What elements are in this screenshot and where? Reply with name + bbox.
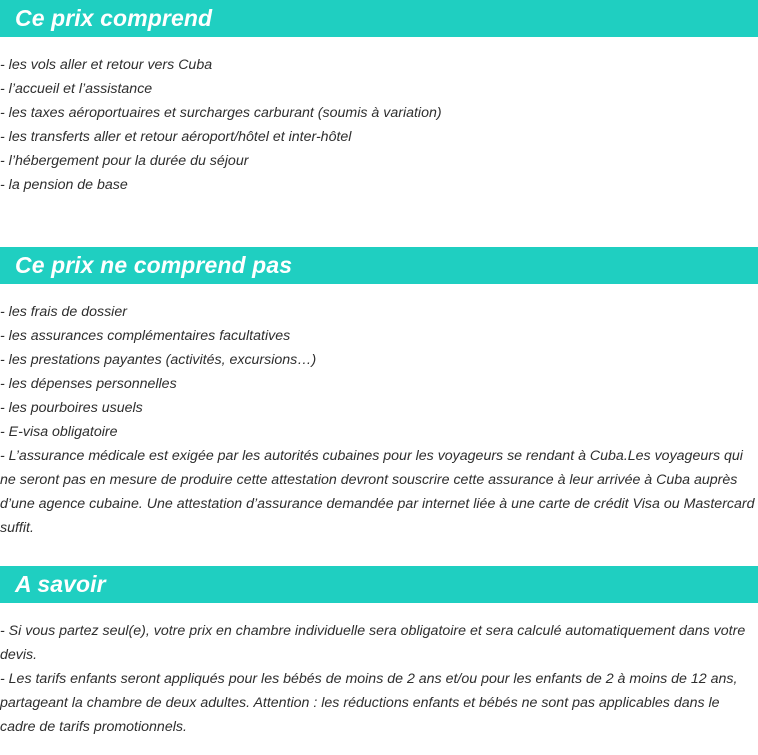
section-header-price-excludes (0, 247, 758, 284)
list-item: - E-visa obligatoire (0, 424, 118, 440)
list-item: - les dépenses personnelles (0, 376, 177, 392)
included-list (0, 37, 758, 197)
section-title: Ce prix ne comprend pas (15, 252, 293, 278)
list-item: - les pourboires usuels (0, 400, 143, 416)
section-header-price-includes (0, 0, 758, 37)
section-price-includes (0, 0, 758, 197)
section-good-to-know (0, 566, 758, 739)
list-item: - les transferts aller et retour aéroport/hôtel et inter-hôtel (0, 129, 352, 145)
section-title: Ce prix comprend (15, 5, 213, 31)
list-item: - l’accueil et l’assistance (0, 81, 153, 97)
list-item: - les frais de dossier (0, 304, 127, 320)
list-item: - L’assurance médicale est exigée par les autorités cubaines pour les voyageurs se rendant à Cuba.Les voyageurs qui ne seront pas en mesure de produire cette attestation devront souscrire cette assurance à leur arrivée à Cuba auprès d’une agence cubaine. Une attestation d’assurance demandée par internet liée à une carte de crédit Visa ou Mastercard suffit. (0, 448, 755, 536)
list-item: - Si vous partez seul(e), votre prix en chambre individuelle sera obligatoire et sera calculé automatiquement dans votre devis. (0, 623, 746, 663)
list-item: - les assurances complémentaires facultatives (0, 328, 291, 344)
list-item: - les taxes aéroportuaires et surcharges carburant (soumis à variation) (0, 105, 442, 121)
list-item: - la pension de base (0, 177, 128, 193)
section-title: A savoir (15, 571, 106, 597)
good-to-know-list (0, 603, 758, 739)
section-header-good-to-know (0, 566, 758, 603)
list-item: - les prestations payantes (activités, excursions…) (0, 352, 317, 368)
section-price-excludes (0, 247, 758, 540)
excluded-list (0, 284, 758, 540)
list-item: - l’hébergement pour la durée du séjour (0, 153, 249, 169)
list-item: - les vols aller et retour vers Cuba (0, 57, 213, 73)
list-item: - Les tarifs enfants seront appliqués pour les bébés de moins de 2 ans et/ou pour les enfants de 2 à moins de 12 ans, partageant la chambre de deux adultes. Attention : les réductions enfants et bébés ne sont pas applicables dans le cadre de tarifs promotionnels. (0, 671, 738, 735)
